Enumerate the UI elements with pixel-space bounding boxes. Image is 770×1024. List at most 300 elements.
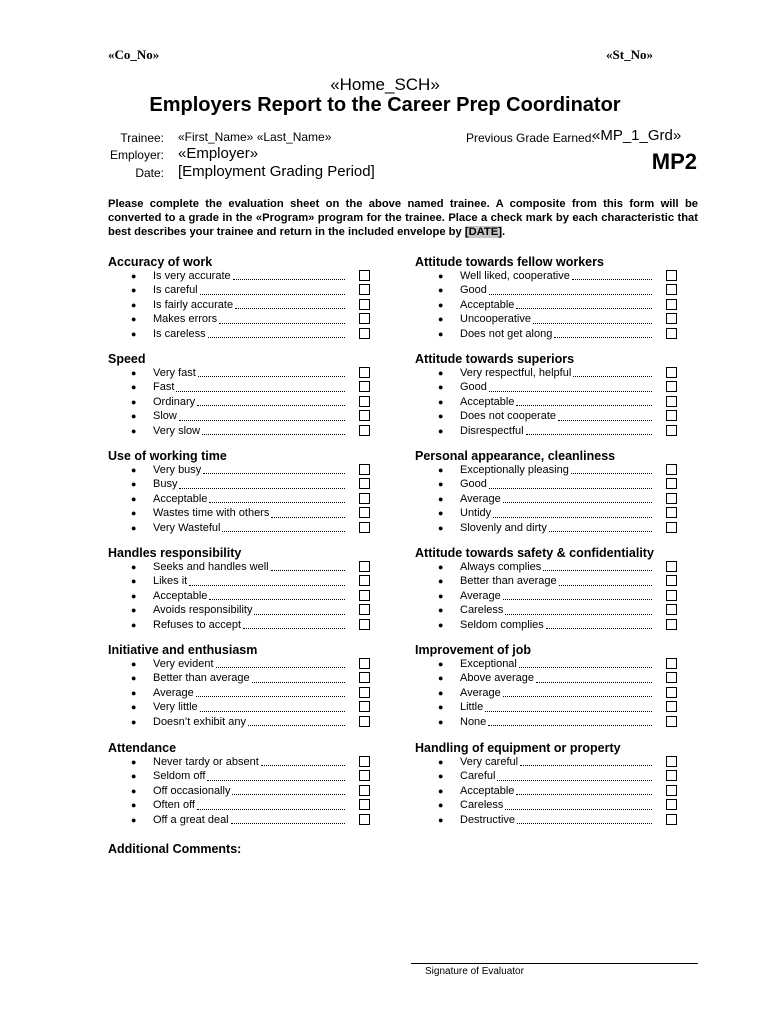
dot-leader bbox=[216, 657, 345, 671]
dot-leader bbox=[271, 506, 345, 520]
rating-option[interactable] bbox=[108, 283, 408, 297]
rating-option[interactable] bbox=[415, 506, 715, 520]
rating-option-label: Careless bbox=[460, 604, 504, 617]
previous-grade-value: «MP_1_Grd» bbox=[592, 127, 682, 144]
rating-checkbox[interactable] bbox=[666, 313, 677, 324]
dot-leader bbox=[231, 813, 345, 827]
section-accuracy-of-work bbox=[108, 255, 408, 341]
additional-comments-label: Additional Comments: bbox=[108, 842, 242, 856]
rating-option[interactable] bbox=[415, 298, 715, 312]
dot-leader bbox=[179, 409, 345, 423]
rating-checkbox[interactable] bbox=[359, 687, 370, 698]
rating-checkbox[interactable] bbox=[666, 687, 677, 698]
dot-leader bbox=[208, 327, 345, 341]
rating-option-label: Does not cooperate bbox=[460, 410, 557, 423]
signature-label: Signature of Evaluator bbox=[425, 966, 524, 977]
rating-option-label: Better than average bbox=[153, 672, 250, 685]
bullet-icon: ● bbox=[131, 493, 137, 504]
rating-option[interactable] bbox=[108, 298, 408, 312]
rating-option-label: Average bbox=[153, 686, 194, 699]
bullet-icon: ● bbox=[131, 285, 137, 296]
bullet-icon: ● bbox=[438, 508, 444, 519]
rating-option[interactable] bbox=[108, 813, 408, 827]
rating-option[interactable] bbox=[415, 784, 715, 798]
dot-leader bbox=[488, 715, 652, 729]
rating-option-label: Wastes time with others bbox=[153, 507, 270, 520]
rating-checkbox[interactable] bbox=[359, 493, 370, 504]
rating-option-label: Exceptional bbox=[460, 658, 517, 670]
rating-checkbox[interactable] bbox=[359, 507, 370, 518]
dot-leader bbox=[546, 618, 652, 632]
bullet-icon: ● bbox=[131, 382, 137, 393]
bullet-icon: ● bbox=[438, 465, 444, 475]
bullet-icon: ● bbox=[438, 757, 444, 767]
rating-option[interactable] bbox=[415, 283, 715, 297]
rating-option-label: Is fairly accurate bbox=[153, 298, 234, 311]
section-title: Handles responsibility bbox=[108, 546, 242, 560]
rating-option-label: Little bbox=[460, 701, 484, 714]
dot-leader bbox=[243, 618, 345, 632]
rating-option-label: Very careful bbox=[460, 756, 519, 768]
dot-leader bbox=[197, 798, 345, 812]
rating-checkbox[interactable] bbox=[666, 507, 677, 518]
rating-checkbox[interactable] bbox=[359, 590, 370, 601]
bullet-icon: ● bbox=[438, 687, 444, 698]
dot-leader bbox=[232, 784, 345, 798]
bullet-icon: ● bbox=[438, 425, 444, 436]
dot-leader bbox=[559, 574, 652, 588]
rating-option-label: Never tardy or absent bbox=[153, 756, 259, 768]
rating-option-label: Does not get along bbox=[460, 327, 553, 340]
rating-option[interactable] bbox=[415, 312, 715, 326]
rating-option[interactable] bbox=[415, 589, 715, 603]
rating-option-label: Very Wasteful bbox=[153, 521, 221, 534]
dot-leader bbox=[497, 769, 652, 783]
rating-checkbox[interactable] bbox=[666, 561, 677, 572]
bullet-icon: ● bbox=[131, 465, 137, 475]
bullet-icon: ● bbox=[131, 562, 137, 572]
rating-option-label: Disrespectful bbox=[460, 424, 524, 437]
rating-option[interactable] bbox=[415, 366, 715, 380]
bullet-icon: ● bbox=[438, 605, 444, 616]
rating-option-label: Ordinary bbox=[153, 395, 196, 408]
section-speed bbox=[108, 352, 408, 438]
rating-option[interactable] bbox=[108, 380, 408, 394]
rating-option[interactable] bbox=[108, 269, 408, 283]
rating-option-label: Avoids responsibility bbox=[153, 604, 253, 617]
rating-checkbox[interactable] bbox=[666, 672, 677, 683]
bullet-icon: ● bbox=[438, 576, 444, 587]
bullet-icon: ● bbox=[438, 590, 444, 601]
bullet-icon: ● bbox=[131, 425, 137, 436]
bullet-icon: ● bbox=[438, 716, 444, 727]
trainee-label: Trainee: bbox=[120, 131, 164, 145]
rating-option-label: Well liked, cooperative bbox=[460, 270, 570, 282]
rating-checkbox[interactable] bbox=[359, 799, 370, 810]
dot-leader bbox=[558, 409, 652, 423]
rating-option[interactable] bbox=[108, 574, 408, 588]
section-title: Personal appearance, cleanliness bbox=[415, 449, 616, 463]
rating-option-label: Good bbox=[460, 478, 487, 491]
rating-option[interactable] bbox=[108, 603, 408, 617]
rating-option[interactable] bbox=[415, 424, 715, 438]
rating-checkbox[interactable] bbox=[359, 658, 370, 669]
dot-leader bbox=[505, 603, 652, 617]
rating-checkbox[interactable] bbox=[359, 604, 370, 615]
rating-option[interactable] bbox=[108, 521, 408, 535]
rating-option-label: Seeks and handles well bbox=[153, 561, 269, 573]
section-attitude-towards-superiors bbox=[415, 352, 715, 438]
rating-checkbox[interactable] bbox=[359, 396, 370, 407]
rating-checkbox[interactable] bbox=[666, 575, 677, 586]
dot-leader bbox=[202, 424, 345, 438]
rating-checkbox[interactable] bbox=[666, 396, 677, 407]
rating-checkbox[interactable] bbox=[359, 270, 370, 281]
rating-option[interactable] bbox=[415, 409, 715, 423]
section-improvement-of-job bbox=[415, 643, 715, 729]
section-title: Handling of equipment or property bbox=[415, 741, 621, 755]
rating-checkbox[interactable] bbox=[666, 522, 677, 533]
dot-leader bbox=[254, 603, 345, 617]
bullet-icon: ● bbox=[438, 619, 444, 630]
rating-option[interactable] bbox=[108, 560, 408, 574]
bullet-icon: ● bbox=[131, 411, 137, 422]
rating-option-label: Likes it bbox=[153, 575, 188, 588]
bullet-icon: ● bbox=[438, 411, 444, 422]
rating-option-label: Slovenly and dirty bbox=[460, 521, 547, 534]
dot-leader bbox=[519, 657, 652, 671]
rating-option[interactable] bbox=[415, 715, 715, 729]
dot-leader bbox=[196, 686, 345, 700]
dot-leader bbox=[219, 312, 345, 326]
rating-checkbox[interactable] bbox=[666, 299, 677, 310]
rating-option[interactable] bbox=[415, 813, 715, 827]
rating-checkbox[interactable] bbox=[359, 425, 370, 436]
rating-option-label: Acceptable bbox=[153, 589, 208, 602]
rating-checkbox[interactable] bbox=[359, 672, 370, 683]
rating-checkbox[interactable] bbox=[359, 756, 370, 767]
dot-leader bbox=[179, 477, 345, 491]
rating-option[interactable] bbox=[415, 380, 715, 394]
rating-option-label: Very little bbox=[153, 701, 198, 714]
dot-leader bbox=[505, 798, 652, 812]
rating-option-label: Destructive bbox=[460, 813, 516, 826]
rating-checkbox[interactable] bbox=[359, 284, 370, 295]
rating-option-label: Is careless bbox=[153, 327, 206, 340]
previous-grade-label: Previous Grade Earned: bbox=[466, 131, 595, 145]
bullet-icon: ● bbox=[131, 271, 137, 281]
rating-checkbox[interactable] bbox=[359, 313, 370, 324]
dot-leader bbox=[493, 506, 652, 520]
date-label: Date: bbox=[135, 166, 164, 180]
rating-checkbox[interactable] bbox=[359, 701, 370, 712]
rating-option[interactable] bbox=[415, 671, 715, 685]
section-title: Initiative and enthusiasm bbox=[108, 643, 258, 657]
rating-option[interactable] bbox=[108, 463, 408, 477]
rating-option[interactable] bbox=[415, 755, 715, 769]
rating-option[interactable] bbox=[108, 798, 408, 812]
rating-option[interactable] bbox=[108, 395, 408, 409]
rating-checkbox[interactable] bbox=[666, 493, 677, 504]
rating-option[interactable] bbox=[415, 700, 715, 714]
rating-checkbox[interactable] bbox=[359, 785, 370, 796]
rating-checkbox[interactable] bbox=[359, 328, 370, 339]
section-title: Attitude towards fellow workers bbox=[415, 255, 604, 269]
section-personal-appearance-cleanliness bbox=[415, 449, 715, 535]
section-title: Speed bbox=[108, 352, 146, 366]
bullet-icon: ● bbox=[438, 479, 444, 490]
rating-option[interactable] bbox=[108, 755, 408, 769]
bullet-icon: ● bbox=[438, 396, 444, 407]
bullet-icon: ● bbox=[438, 522, 444, 533]
rating-option[interactable] bbox=[415, 463, 715, 477]
dot-leader bbox=[222, 521, 345, 535]
dot-leader bbox=[503, 492, 652, 506]
rating-option[interactable] bbox=[415, 657, 715, 671]
dot-leader bbox=[209, 589, 345, 603]
rating-option-label: Fast bbox=[153, 381, 175, 394]
rating-option[interactable] bbox=[415, 603, 715, 617]
rating-option[interactable] bbox=[108, 589, 408, 603]
rating-checkbox[interactable] bbox=[666, 814, 677, 825]
bullet-icon: ● bbox=[131, 328, 137, 339]
rating-checkbox[interactable] bbox=[359, 367, 370, 378]
bullet-icon: ● bbox=[131, 619, 137, 630]
bullet-icon: ● bbox=[438, 382, 444, 393]
rating-option[interactable] bbox=[108, 769, 408, 783]
rating-option-label: Very respectful, helpful bbox=[460, 367, 572, 379]
bullet-icon: ● bbox=[131, 716, 137, 727]
rating-option-label: Untidy bbox=[460, 507, 492, 520]
rating-checkbox[interactable] bbox=[666, 381, 677, 392]
dot-leader bbox=[516, 298, 652, 312]
bullet-icon: ● bbox=[131, 314, 137, 325]
rating-checkbox[interactable] bbox=[359, 478, 370, 489]
rating-option-label: Average bbox=[460, 686, 501, 699]
dot-leader bbox=[526, 424, 652, 438]
rating-option-label: Good bbox=[460, 381, 487, 394]
home-school-field: «Home_SCH» bbox=[330, 75, 440, 94]
dot-leader bbox=[248, 715, 345, 729]
section-title: Improvement of job bbox=[415, 643, 531, 657]
dot-leader bbox=[543, 560, 652, 574]
section-handles-responsibility bbox=[108, 546, 408, 632]
rating-option[interactable] bbox=[108, 784, 408, 798]
date-placeholder: [DATE] bbox=[464, 226, 502, 238]
rating-option[interactable] bbox=[415, 686, 715, 700]
section-attitude-towards-safety-confidentiality bbox=[415, 546, 715, 632]
rating-checkbox[interactable] bbox=[666, 619, 677, 630]
rating-option-label: Careful bbox=[460, 770, 496, 783]
rating-option[interactable] bbox=[108, 424, 408, 438]
instructions-paragraph bbox=[108, 197, 698, 239]
rating-checkbox[interactable] bbox=[666, 770, 677, 781]
bullet-icon: ● bbox=[438, 285, 444, 296]
rating-option-label: Average bbox=[460, 589, 501, 602]
rating-option-label: Acceptable bbox=[460, 395, 515, 408]
bullet-icon: ● bbox=[131, 605, 137, 616]
marking-period-label: MP2 bbox=[651, 149, 697, 174]
rating-checkbox[interactable] bbox=[359, 299, 370, 310]
bullet-icon: ● bbox=[131, 479, 137, 490]
rating-checkbox[interactable] bbox=[359, 716, 370, 727]
rating-checkbox[interactable] bbox=[359, 410, 370, 421]
rating-option[interactable] bbox=[415, 574, 715, 588]
page-title: Employers Report to the Career Prep Coordinator bbox=[149, 94, 621, 116]
dot-leader bbox=[203, 463, 345, 477]
rating-checkbox[interactable] bbox=[666, 410, 677, 421]
rating-option-label: Exceptionally pleasing bbox=[460, 464, 569, 476]
trainee-value: «First_Name» «Last_Name» bbox=[178, 130, 332, 144]
rating-option-label: Is very accurate bbox=[153, 270, 231, 282]
rating-option[interactable] bbox=[108, 477, 408, 491]
rating-checkbox[interactable] bbox=[359, 770, 370, 781]
section-attitude-towards-fellow-workers bbox=[415, 255, 715, 341]
rating-checkbox[interactable] bbox=[666, 701, 677, 712]
dot-leader bbox=[554, 327, 652, 341]
dot-leader bbox=[573, 366, 652, 380]
dot-leader bbox=[233, 269, 345, 283]
rating-option[interactable] bbox=[108, 715, 408, 729]
rating-option[interactable] bbox=[415, 798, 715, 812]
rating-checkbox[interactable] bbox=[359, 464, 370, 475]
bullet-icon: ● bbox=[438, 562, 444, 572]
section-title: Attendance bbox=[108, 741, 177, 755]
bullet-icon: ● bbox=[131, 576, 137, 587]
bullet-icon: ● bbox=[438, 314, 444, 325]
rating-checkbox[interactable] bbox=[666, 604, 677, 615]
rating-checkbox[interactable] bbox=[666, 425, 677, 436]
bullet-icon: ● bbox=[438, 814, 444, 825]
dot-leader bbox=[197, 395, 345, 409]
dot-leader bbox=[198, 366, 345, 380]
section-title: Attitude towards safety & confidentiality bbox=[415, 546, 654, 560]
section-handling-of-equipment-or-property bbox=[415, 741, 715, 827]
rating-option[interactable] bbox=[415, 477, 715, 491]
rating-option[interactable] bbox=[108, 686, 408, 700]
rating-checkbox[interactable] bbox=[666, 270, 677, 281]
instructions-text: Please complete the evaluation sheet on the above named trainee. A composite from this form will be converted to a grade in the «Program» program for the trainee. Place a check mark by each characteristic that best describes your trainee and return in the included envelope by bbox=[108, 198, 698, 238]
rating-option[interactable] bbox=[108, 618, 408, 632]
bullet-icon: ● bbox=[438, 800, 444, 811]
rating-option[interactable] bbox=[415, 618, 715, 632]
rating-checkbox[interactable] bbox=[666, 478, 677, 489]
bullet-icon: ● bbox=[438, 659, 444, 669]
rating-option-label: Uncooperative bbox=[460, 313, 531, 326]
rating-option-label: Slow bbox=[153, 410, 177, 423]
dot-leader bbox=[209, 492, 345, 506]
dot-leader bbox=[176, 380, 345, 394]
rating-option-label: Seldom complies bbox=[460, 618, 544, 631]
rating-option[interactable] bbox=[108, 657, 408, 671]
bullet-icon: ● bbox=[131, 659, 137, 669]
dot-leader bbox=[571, 463, 652, 477]
rating-option[interactable] bbox=[108, 312, 408, 326]
rating-option[interactable] bbox=[108, 366, 408, 380]
rating-option-label: Acceptable bbox=[460, 298, 515, 311]
rating-option-label: Makes errors bbox=[153, 313, 218, 326]
rating-option[interactable] bbox=[108, 700, 408, 714]
rating-checkbox[interactable] bbox=[666, 590, 677, 601]
section-title: Use of working time bbox=[108, 449, 227, 463]
instructions-end: . bbox=[501, 226, 506, 238]
rating-checkbox[interactable] bbox=[359, 814, 370, 825]
signature-line[interactable] bbox=[411, 963, 698, 964]
bullet-icon: ● bbox=[131, 702, 137, 713]
dot-leader bbox=[489, 380, 652, 394]
student-number-field: «St_No» bbox=[606, 47, 653, 62]
section-use-of-working-time bbox=[108, 449, 408, 535]
rating-option-label: Off a great deal bbox=[153, 813, 229, 826]
rating-checkbox[interactable] bbox=[359, 381, 370, 392]
rating-option[interactable] bbox=[108, 671, 408, 685]
rating-checkbox[interactable] bbox=[359, 522, 370, 533]
rating-checkbox[interactable] bbox=[666, 785, 677, 796]
rating-option[interactable] bbox=[415, 327, 715, 341]
rating-option[interactable] bbox=[415, 521, 715, 535]
rating-option[interactable] bbox=[415, 395, 715, 409]
rating-checkbox[interactable] bbox=[666, 284, 677, 295]
dot-leader bbox=[489, 477, 652, 491]
section-title: Accuracy of work bbox=[108, 255, 213, 269]
rating-option[interactable] bbox=[415, 560, 715, 574]
rating-option[interactable] bbox=[415, 269, 715, 283]
rating-option-label: Busy bbox=[153, 478, 178, 491]
bullet-icon: ● bbox=[131, 673, 137, 684]
rating-option-label: Acceptable bbox=[460, 784, 515, 797]
rating-option[interactable] bbox=[108, 409, 408, 423]
rating-option-label: Seldom off bbox=[153, 770, 206, 783]
dot-leader bbox=[207, 769, 345, 783]
bullet-icon: ● bbox=[131, 771, 137, 782]
rating-checkbox[interactable] bbox=[666, 799, 677, 810]
rating-checkbox[interactable] bbox=[666, 716, 677, 727]
dot-leader bbox=[485, 700, 652, 714]
rating-option-label: Very fast bbox=[153, 367, 196, 379]
rating-checkbox[interactable] bbox=[666, 464, 677, 475]
rating-option-label: Very evident bbox=[153, 658, 214, 670]
rating-option[interactable] bbox=[108, 327, 408, 341]
dot-leader bbox=[517, 813, 652, 827]
dot-leader bbox=[503, 589, 652, 603]
rating-checkbox[interactable] bbox=[666, 756, 677, 767]
rating-checkbox[interactable] bbox=[666, 367, 677, 378]
rating-option[interactable] bbox=[415, 769, 715, 783]
dot-leader bbox=[549, 521, 652, 535]
dot-leader bbox=[252, 671, 345, 685]
rating-option-label: Very slow bbox=[153, 424, 201, 437]
rating-option-label: Very busy bbox=[153, 464, 202, 476]
rating-checkbox[interactable] bbox=[359, 619, 370, 630]
employer-value: «Employer» bbox=[178, 145, 259, 162]
bullet-icon: ● bbox=[438, 673, 444, 684]
bullet-icon: ● bbox=[438, 328, 444, 339]
dot-leader bbox=[533, 312, 652, 326]
rating-checkbox[interactable] bbox=[359, 575, 370, 586]
rating-option-label: None bbox=[460, 715, 487, 728]
bullet-icon: ● bbox=[438, 785, 444, 796]
rating-option-label: Above average bbox=[460, 672, 534, 685]
rating-option-label: Average bbox=[460, 492, 501, 505]
rating-checkbox[interactable] bbox=[666, 328, 677, 339]
rating-option[interactable] bbox=[415, 492, 715, 506]
rating-option[interactable] bbox=[108, 506, 408, 520]
dot-leader bbox=[536, 671, 652, 685]
rating-checkbox[interactable] bbox=[359, 561, 370, 572]
rating-checkbox[interactable] bbox=[666, 658, 677, 669]
rating-option[interactable] bbox=[108, 492, 408, 506]
rating-option-label: Is careful bbox=[153, 284, 198, 297]
